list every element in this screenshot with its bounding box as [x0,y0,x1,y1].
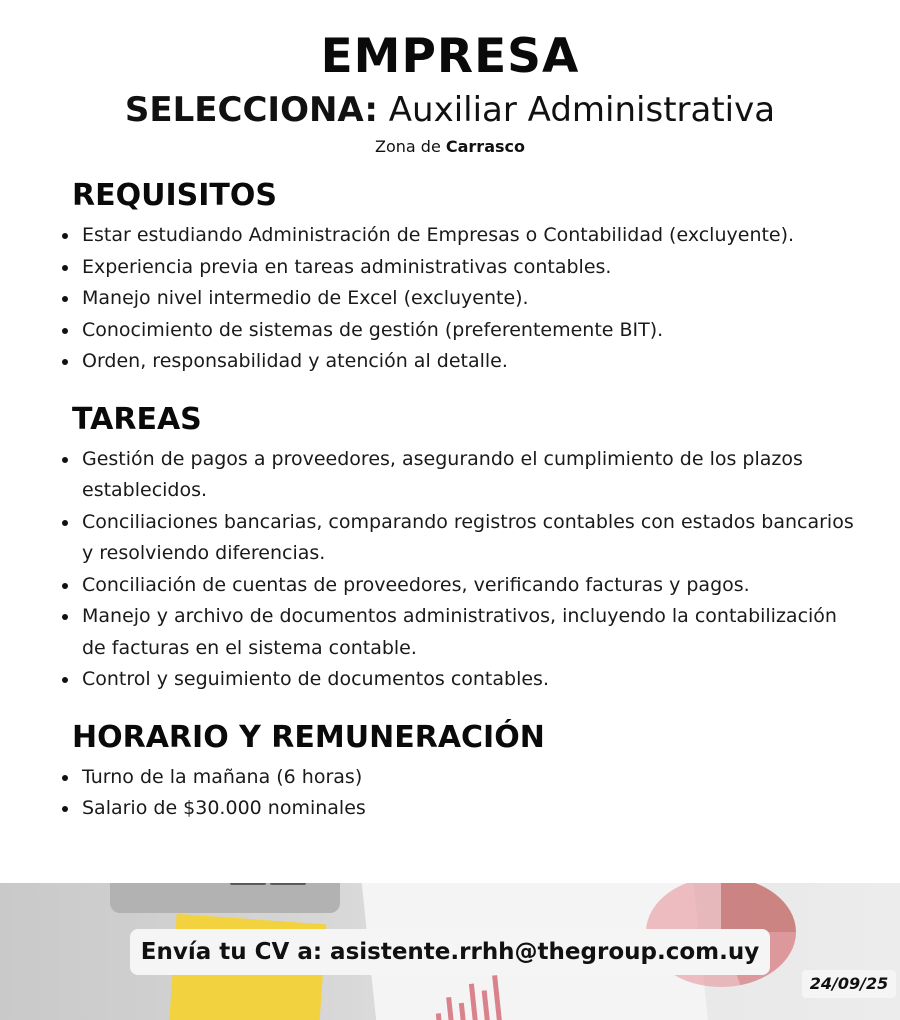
subtitle-lead: SELECCIONA: [124,90,378,130]
list-item: Conciliación de cuentas de proveedores, verificando facturas y pagos. [62,570,862,602]
list-item: Manejo y archivo de documentos administrativos, incluyendo la contabilización de facturas en el sistema contable. [62,601,862,664]
job-zone [0,135,900,159]
zone-prefix: Zona de [375,137,441,156]
tareas-list [62,444,862,696]
list-item: Experiencia previa en tareas administrativas contables. [62,252,862,284]
requisitos-list [62,220,862,378]
main-content [62,172,862,843]
list-item: Conciliaciones bancarias, comparando registros contables con estados bancarios y resolviendo diferencias. [62,507,862,570]
list-item: Control y seguimiento de documentos contables. [62,664,862,696]
list-item: Gestión de pagos a proveedores, asegurando el cumplimiento de los plazos establecidos. [62,444,862,507]
footer-banner [0,883,900,1020]
zone-name: Carrasco [445,137,525,156]
horario-list [62,762,862,825]
section-title-tareas: TAREAS [72,401,202,437]
list-item: Salario de $30.000 nominales [62,793,862,825]
list-item: Turno de la mañana (6 horas) [62,762,862,794]
header [0,0,900,159]
laptop-image [110,883,340,913]
page-title: EMPRESA [320,29,580,84]
publish-date: 24/09/25 [802,970,896,998]
list-item: Orden, responsabilidad y atención al detalle. [62,346,862,378]
list-item: Conocimiento de sistemas de gestión (preferentemente BIT). [62,315,862,347]
section-title-horario: HORARIO Y REMUNERACIÓN [72,719,545,755]
cv-contact: Envía tu CV a: asistente.rrhh@thegroup.com.uy [130,929,770,975]
job-subtitle [0,88,900,132]
list-item: Estar estudiando Administración de Empresas o Contabilidad (excluyente). [62,220,862,252]
job-role: Auxiliar Administrativa [388,90,776,130]
section-title-requisitos: REQUISITOS [72,178,277,213]
list-item: Manejo nivel intermedio de Excel (excluyente). [62,283,862,315]
